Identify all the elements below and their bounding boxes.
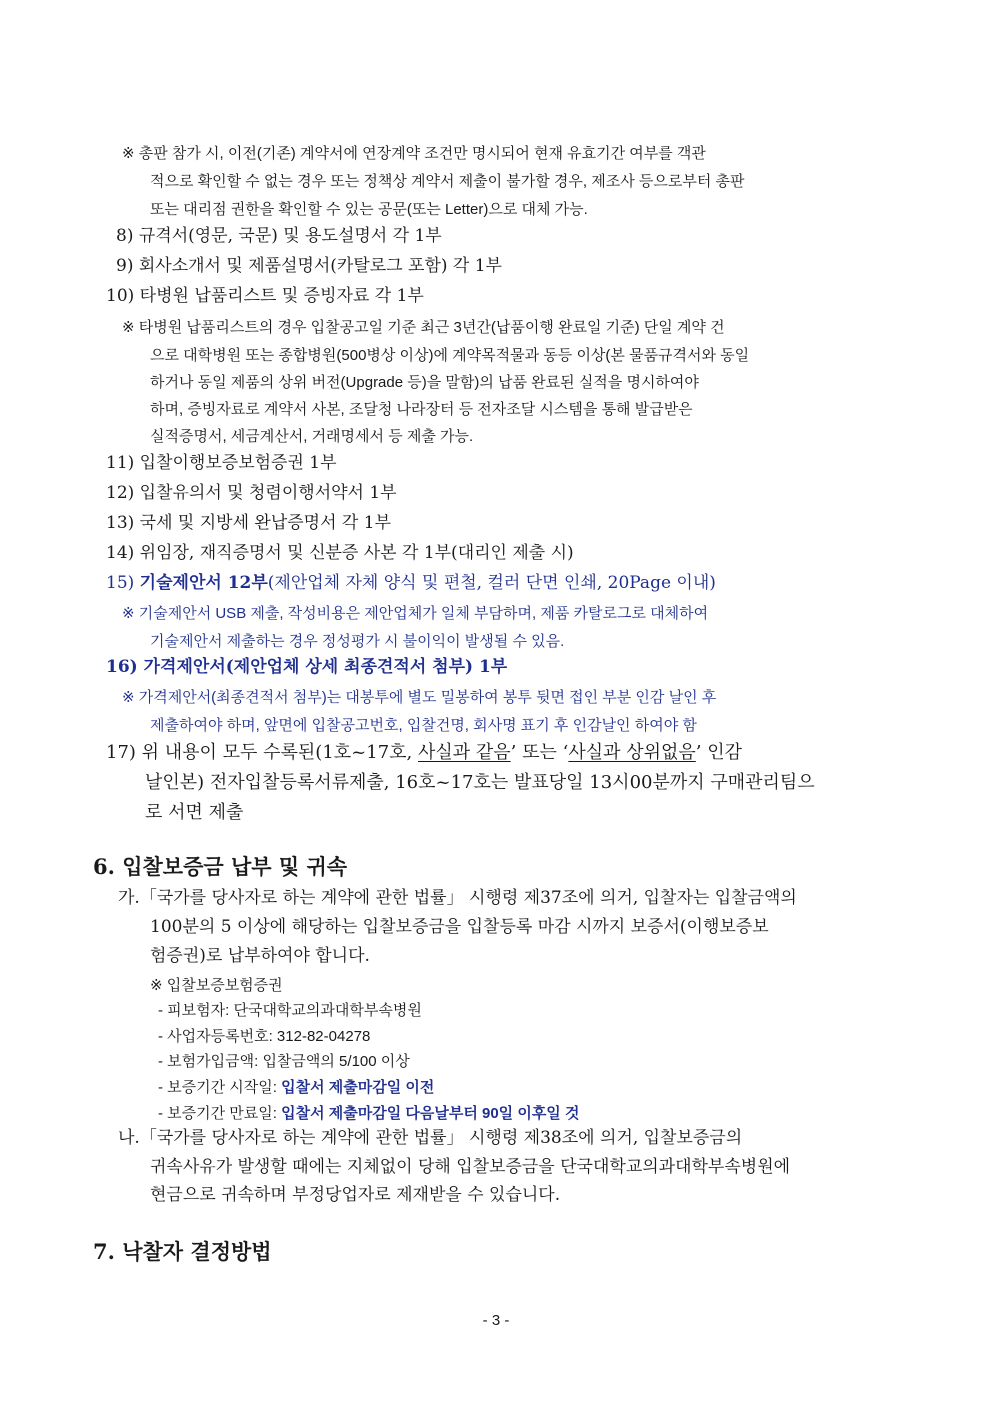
note-reference-line-3: 하거나 동일 제품의 상위 버전(Upgrade 등)을 말함)의 납품 완료된 실적을 명시하여야 (150, 374, 699, 391)
note-contract-line-3: 또는 대리점 권한을 확인할 수 있는 공문(또는 Letter)으로 대체 가능. (150, 201, 588, 218)
item-11: 11) 입찰이행보증보험증권 1부 (106, 453, 337, 473)
insurance-end-date (158, 1106, 579, 1121)
item-17-seal: ’ 인감 (695, 742, 743, 763)
item-10: 10) 타병원 납품리스트 및 증빙자료 각 1부 (106, 286, 424, 306)
note-tech-line-2: 기술제안서 제출하는 경우 정성평가 시 불이익이 발생될 수 있음. (150, 633, 565, 650)
section-6-ga-line-3: 험증권)로 납부하여야 합니다. (150, 946, 370, 966)
insurance-start-value: 입찰서 제출마감일 이전 (281, 1079, 435, 1096)
note-reference-line-5: 실적증명서, 세금계산서, 거래명세서 등 제출 가능. (150, 428, 474, 445)
item-16-number: 16) (106, 657, 138, 677)
section-6-na-line-3: 현금으로 귀속하며 부정당업자로 제재받을 수 있습니다. (150, 1185, 561, 1205)
item-17-line-2: 날인본) 전자입찰등록서류제출, 16호~17호는 발표당일 13시00분까지 구매관리팀으 (145, 772, 815, 793)
item-17-phrase-no-diff: 사실과 상위없음 (568, 742, 696, 763)
note-contract-line-1: ※ 총판 참가 시, 이전(기존) 계약서에 연장계약 조건만 명시되어 현재 유효기간 여부를 객관 (122, 145, 706, 162)
item-13: 13) 국세 및 지방세 완납증명서 각 1부 (106, 513, 391, 533)
note-reference-line-1: ※ 타병원 납품리스트의 경우 입찰공고일 기준 최근 3년간(납품이행 완료일 기준) 단일 계약 건 (122, 319, 725, 336)
section-6-ga-line-1: 가.「국가를 당사자로 하는 계약에 관한 법률」 시행령 제37조에 의거, 입찰자는 입찰금액의 (118, 888, 797, 908)
item-15-number: 15) (106, 573, 135, 593)
item-9: 9) 회사소개서 및 제품설명서(카탈로그 포함) 각 1부 (116, 256, 502, 276)
note-tech-line-1: ※ 기술제안서 USB 제출, 작성비용은 제안업체가 일체 부담하며, 제품 카탈로그로 대체하여 (122, 605, 709, 622)
insurance-amount: - 보험가입금액: 입찰금액의 5/100 이상 (158, 1053, 410, 1070)
insurance-end-value: 입찰서 제출마감일 다음날부터 90일 이후일 것 (281, 1105, 580, 1122)
section-6-ga-line-2: 100분의 5 이상에 해당하는 입찰보증금을 입찰등록 마감 시까지 보증서(이행보증보 (150, 917, 769, 937)
item-17-phrase-same: 사실과 같음 (418, 742, 511, 763)
item-15 (106, 575, 716, 592)
item-8: 8) 규격서(영문, 국문) 및 용도설명서 각 1부 (116, 226, 442, 246)
note-contract-line-2: 적으로 확인할 수 없는 경우 또는 정책상 계약서 제출이 불가할 경우, 제조사 등으로부터 총판 (150, 173, 745, 190)
note-reference-line-4: 하며, 증빙자료로 계약서 사본, 조달청 나라장터 등 전자조달 시스템을 통해 발급받은 (150, 401, 693, 418)
note-reference-line-2: 으로 대학병원 또는 종합병원(500병상 이상)에 계약목적물과 동등 이상(본 물품규격서와 동일 (150, 347, 750, 364)
note-price-line-1: ※ 가격제안서(최종견적서 첨부)는 대봉투에 별도 밀봉하여 봉투 뒷면 접인 부분 인감 날인 후 (122, 689, 717, 706)
item-17-line-1 (106, 744, 742, 762)
item-15-title: 기술제안서 12부 (139, 573, 268, 593)
item-12: 12) 입찰유의서 및 청렴이행서약서 1부 (106, 483, 397, 503)
note-price-line-2: 제출하여야 하며, 앞면에 입찰공고번호, 입찰건명, 회사명 표기 후 인감날인 하여야 함 (150, 717, 697, 734)
item-16 (106, 659, 507, 676)
item-17-connector: ’ 또는 ‘ (510, 742, 569, 763)
section-6-na-line-1: 나.「국가를 당사자로 하는 계약에 관한 법률」 시행령 제38조에 의거, 입찰보증금의 (118, 1128, 743, 1148)
insurance-note: ※ 입찰보증보험증권 (150, 977, 283, 994)
section-6-na-line-2: 귀속사유가 발생할 때에는 지체없이 당해 입찰보증금을 단국대학교의과대학부속병원에 (150, 1157, 791, 1177)
item-16-title: 가격제안서(제안업체 상세 최종견적서 첨부) 1부 (143, 657, 508, 677)
section-7-heading: 7. 낙찰자 결정방법 (93, 1239, 272, 1264)
insurance-start-date (158, 1080, 434, 1095)
insurance-end-label: - 보증기간 만료일: (158, 1105, 277, 1122)
insurance-business-number: - 사업자등록번호: 312-82-04278 (158, 1028, 371, 1045)
item-14: 14) 위임장, 재직증명서 및 신분증 사본 각 1부(대리인 제출 시) (106, 543, 574, 563)
item-17-line-3: 로 서면 제출 (145, 802, 244, 823)
insurance-insured: - 피보험자: 단국대학교의과대학부속병원 (158, 1002, 422, 1019)
item-15-detail: (제안업체 자체 양식 및 편철, 컬러 단면 인쇄, 20Page 이내) (267, 573, 716, 593)
insurance-start-label: - 보증기간 시작일: (158, 1079, 277, 1096)
section-6-heading: 6. 입찰보증금 납부 및 귀속 (93, 854, 348, 879)
page-number: - 3 - (482, 1312, 510, 1329)
item-17-intro: 17) 위 내용이 모두 수록된(1호~17호, (106, 742, 413, 763)
